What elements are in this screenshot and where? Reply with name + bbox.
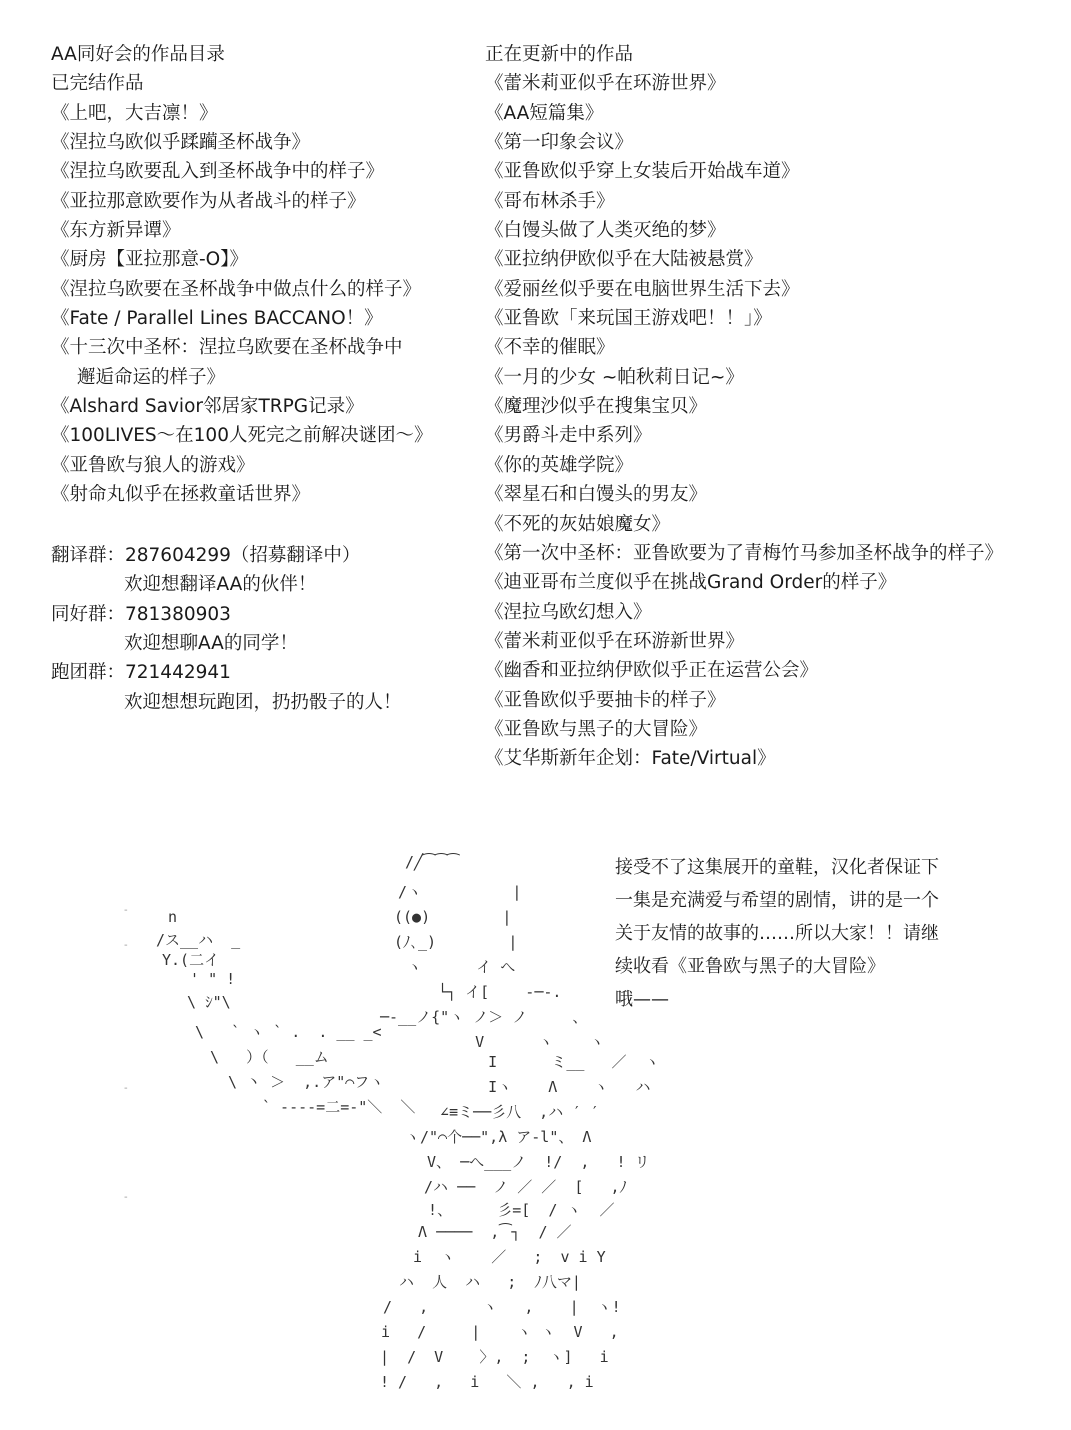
ascii-art-line: ヽ イ へ <box>398 958 516 976</box>
work-title: 《AA短篇集》 <box>485 102 604 124</box>
work-title: 《亚鲁欧似乎穿上女装后开始战车道》 <box>485 161 800 183</box>
work-title: 《上吧，大吉凛！》 <box>51 102 218 124</box>
scan-artifact: - <box>124 905 128 916</box>
ascii-art-line: i / | ヽ ヽ V , <box>381 1323 619 1341</box>
work-title: 《男爵斗走中系列》 <box>485 425 652 447</box>
group-info <box>51 541 402 717</box>
ascii-art-line: (ﾉ､_) | <box>394 933 518 951</box>
group-welcome: 欢迎想翻译AA的伙伴！ <box>124 574 317 596</box>
ascii-art-line: ヽ/"⌒个──",λ ア-l"、 Λ <box>405 1128 592 1146</box>
work-title: 《艾华斯新年企划：Fate/Virtual》 <box>485 748 776 770</box>
work-title: 《亚鲁欧似乎要抽卡的样子》 <box>485 689 726 711</box>
ascii-art-line: ' " ! <box>172 970 236 988</box>
ascii-art-line: \ ` ヽ ` . . __ _< <box>195 1023 382 1041</box>
group-trpg <box>51 658 402 687</box>
ascii-art-line: ハ 人 ハ ; ﾉ八マ| <box>390 1273 581 1291</box>
work-title: 《涅拉乌欧要乱入到圣杯战争中的样子》 <box>51 161 385 183</box>
ascii-art-line: V ヽ ヽ <box>448 1033 605 1051</box>
group-label: 同好群： <box>51 603 126 625</box>
work-title: 《幽香和亚拉纳伊欧似乎正在运营公会》 <box>485 660 819 682</box>
work-title: 《涅拉乌欧似乎蹂躏圣杯战争》 <box>51 132 311 154</box>
completed-works-column <box>51 40 432 510</box>
ascii-art-line: \ ｼ"\ <box>178 993 231 1011</box>
scan-artifact: - <box>124 1083 128 1094</box>
work-title: 《亚拉纳伊欧似乎在大陆被悬赏》 <box>485 249 763 271</box>
note-line: 接受不了这集展开的童鞋，汉化者保证下 <box>615 857 939 878</box>
work-title: 《100LIVES～在100人死完之前解决谜团～》 <box>51 425 433 447</box>
group-label: 翻译群： <box>51 545 126 566</box>
group-welcome: 欢迎想想玩跑团，扔扔骰子的人！ <box>124 691 402 713</box>
work-title: 《蕾米莉亚似乎在环游新世界》 <box>485 630 745 652</box>
work-title: 《涅拉乌欧要在圣杯战争中做点什么的样子》 <box>51 278 422 300</box>
work-title: 《Fate / Parallel Lines BACCANO！》 <box>51 308 383 330</box>
ascii-art-line: /ヽ | <box>398 883 522 901</box>
ascii-art-line: | / V 〉, ; ヽ] i <box>380 1348 609 1366</box>
translator-note <box>615 851 975 1016</box>
work-title: 《亚鲁欧与黑子的大冒险》 <box>485 718 708 740</box>
catalog-title: AA同好会的作品目录 <box>51 44 225 65</box>
ascii-art-line: └┐ イ[ ‐─‐. <box>420 983 562 1001</box>
note-line: 关于友情的故事的……所以大家！！请继 <box>615 923 939 944</box>
group-welcome: 欢迎想聊AA的同学！ <box>124 633 298 655</box>
ascii-art-line: Iヽ Λ ヽ ハ <box>452 1078 651 1096</box>
group-number: 287604299（招募翻译中） <box>125 545 361 566</box>
note-line: 哦—— <box>615 989 669 1010</box>
work-title: 《你的英雄学院》 <box>485 454 634 476</box>
ascii-art-line: !、 彡=[ / ヽ ／ <box>410 1201 615 1219</box>
work-title: 《翠星石和白馒头的男友》 <box>485 484 708 506</box>
work-title: 《亚鲁欧「来玩国王游戏吧！！」》 <box>485 308 772 330</box>
ongoing-heading: 正在更新中的作品 <box>485 44 634 65</box>
work-title: 《一月的少女 ~帕秋莉日记~》 <box>485 366 744 388</box>
work-title: 《东方新异谭》 <box>51 220 181 242</box>
work-title: 《十三次中圣杯：涅拉乌欧要在圣杯战争中 <box>51 337 403 359</box>
work-title: 《魔理沙似乎在搜集宝贝》 <box>485 396 708 418</box>
work-title: 《迪亚哥布兰度似乎在挑战Grand Order的样子》 <box>485 572 897 594</box>
ongoing-works-column <box>485 40 1003 774</box>
work-title: 《爱丽丝似乎要在电脑世界生活下去》 <box>485 278 800 300</box>
ascii-art-line: \ 丶 ＞ ,.ア"⌒フヽ <box>228 1073 385 1091</box>
group-label: 跑团群： <box>51 662 126 684</box>
ascii-art-line: ! / , i ＼ , , i <box>380 1373 594 1391</box>
work-title: 《白馒头做了人类灭绝的梦》 <box>485 220 726 242</box>
group-number: 721442941 <box>125 662 231 684</box>
work-title: 《不幸的催眠》 <box>485 337 615 359</box>
group-number: 781380903 <box>125 603 231 625</box>
work-title: 《亚鲁欧与狼人的游戏》 <box>51 454 255 476</box>
ascii-art-line: I ミ__ ／ ヽ <box>452 1053 660 1071</box>
completed-heading: 已完结作品 <box>51 73 144 95</box>
work-title: 《厨房【亚拉那意-O】》 <box>51 249 248 271</box>
work-title: 《涅拉乌欧幻想入》 <box>485 601 652 623</box>
work-title: 《不死的灰姑娘魔女》 <box>485 513 671 535</box>
work-title-continuation: 邂逅命运的样子》 <box>77 366 226 388</box>
ascii-art-line: Λ ──── ,⁀┐ / ／ <box>400 1223 572 1241</box>
ascii-art-line: ` ----=二=-"＼ ＼ <box>262 1098 416 1116</box>
ascii-art-line: /ハ ── ノ ／ ／ [ ,ﾉ <box>415 1178 627 1196</box>
work-title: 《Alshard Savior邻居家TRPG记录》 <box>51 396 364 418</box>
group-translation <box>51 541 402 570</box>
work-title: 《射命丸似乎在拯救童话世界》 <box>51 484 311 506</box>
ascii-art-line: /╱⁀⁀⁀ <box>405 853 460 871</box>
work-title: 《蕾米莉亚似乎在环游世界》 <box>485 73 726 95</box>
group-fans <box>51 600 402 629</box>
scan-artifact: - <box>124 940 128 951</box>
ascii-art-line: \ ）（ __ム <box>210 1048 329 1066</box>
note-line: 续收看《亚鲁欧与黑子的大冒险》 <box>615 956 885 977</box>
ascii-art-line: V、 ─へ___ノ !/ , ! リ <box>418 1153 650 1171</box>
ascii-art-line: ((●) | <box>394 908 512 926</box>
work-title: 《亚拉那意欧要作为从者战斗的样子》 <box>51 190 366 212</box>
work-title: 《哥布林杀手》 <box>485 190 615 212</box>
ascii-art-line: n <box>168 908 178 926</box>
ascii-art-line: Y.(二イ <box>162 951 220 969</box>
ascii-art-line: / , ヽ , | ヽ! <box>383 1298 621 1316</box>
ascii-art-line: ─-__ノ{"ヽ ノ＞ ノ 、 <box>380 1008 588 1026</box>
work-title: 《第一印象会议》 <box>485 132 634 154</box>
ascii-art-line: i ヽ ／ ; v i Y <box>395 1248 606 1266</box>
ascii-art-line: /ス__ハ _ <box>156 931 241 949</box>
work-title: 《第一次中圣杯：亚鲁欧要为了青梅竹马参加圣杯战争的样子》 <box>485 542 1004 564</box>
ascii-art-line: ∠≡ミ──彡八 ,ハ ′ ′ <box>440 1103 600 1121</box>
scan-artifact: - <box>124 1192 128 1203</box>
note-line: 一集是充满爱与希望的剧情，讲的是一个 <box>615 890 939 911</box>
